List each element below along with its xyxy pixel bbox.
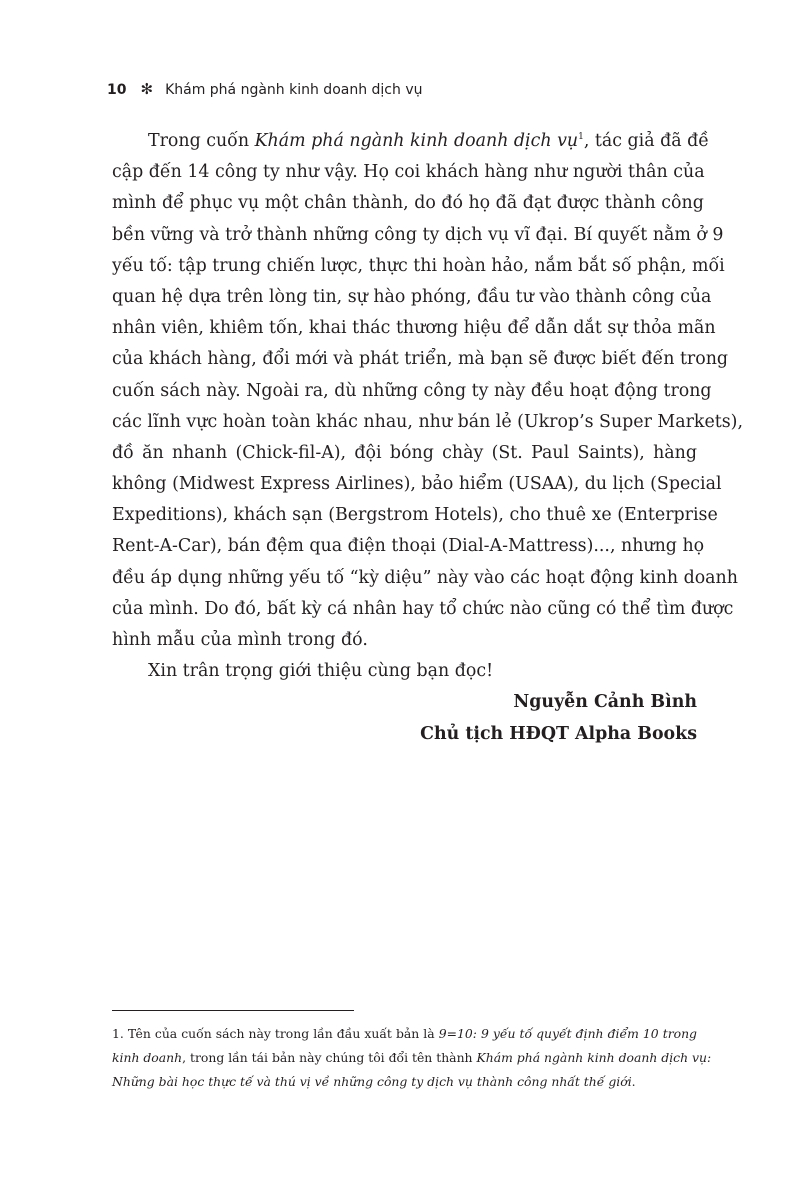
- text-run: , trong lần tái bản này chúng tôi đổi tên thành: [182, 1050, 477, 1066]
- text-run: 1. Tên của cuốn sách này trong lần đầu xuất bản là: [112, 1026, 439, 1041]
- paragraph-line: các lĩnh vực hoàn toàn khác nhau, như bán lẻ (Ukrop’s Super Markets),: [112, 411, 743, 432]
- paragraph-line: đồ ăn nhanh (Chick-fil-A), đội bóng chày (St. Paul Saints), hàng: [112, 442, 697, 463]
- paragraph-line: mình để phục vụ một chân thành, do đó họ đã đạt được thành công: [112, 193, 704, 214]
- book-title-italic: Khám phá ngành kinh doanh dịch vụ: [254, 131, 579, 151]
- paragraph-line: của mình. Do đó, bất kỳ cá nhân hay tổ chức nào cũng có thể tìm được: [112, 598, 734, 619]
- footnote: [112, 1022, 712, 1095]
- text-run: , tác giả đã đề: [583, 131, 709, 151]
- paragraph-line: không (Midwest Express Airlines), bảo hiểm (USAA), du lịch (Special: [112, 474, 722, 495]
- text-run: .: [631, 1074, 636, 1090]
- text-run-italic: 9=10: 9 yếu tố quyết định điểm 10 trong: [438, 1026, 697, 1041]
- footnote-line: [112, 1046, 712, 1070]
- asterisk-ornament-icon: ✻: [140, 80, 154, 98]
- signature-name: Nguyễn Cảnh Bình: [513, 692, 697, 713]
- paragraph-line: cập đến 14 công ty như vậy. Họ coi khách hàng như người thân của: [112, 162, 705, 183]
- paragraph-line: [112, 126, 709, 157]
- footnote-divider: [112, 1010, 354, 1011]
- signature-title: Chủ tịch HĐQT Alpha Books: [420, 723, 697, 744]
- paragraph-line: bền vững và trở thành những công ty dịch vụ vĩ đại. Bí quyết nằm ở 9: [112, 224, 724, 245]
- paragraph-line: Rent-A-Car), bán đệm qua điện thoại (Dial-A-Mattress)..., nhưng họ: [112, 536, 705, 557]
- text-run-italic: kinh doanh: [112, 1050, 183, 1066]
- paragraph-line: nhân viên, khiêm tốn, khai thác thương hiệu để dẫn dắt sự thỏa mãn: [112, 318, 716, 339]
- paragraph-line: hình mẫu của mình trong đó.: [112, 630, 368, 650]
- text-run-italic: Khám phá ngành kinh doanh dịch vụ:: [476, 1050, 712, 1066]
- paragraph-line: quan hệ dựa trên lòng tin, sự hào phóng, đầu tư vào thành công của: [112, 286, 712, 307]
- footnote-line: [112, 1070, 697, 1094]
- text-run: Trong cuốn: [148, 131, 255, 151]
- paragraph-line: Expeditions), khách sạn (Bergstrom Hotels), cho thuê xe (Enterprise: [112, 505, 718, 526]
- body-text: [112, 126, 743, 750]
- paragraph-line: của khách hàng, đổi mới và phát triển, mà bạn sẽ được biết đến trong: [112, 349, 729, 370]
- running-header: [107, 80, 422, 98]
- footnote-marker: 1: [578, 132, 584, 143]
- footnote-line: [112, 1022, 697, 1046]
- closing-line: Xin trân trọng giới thiệu cùng bạn đọc!: [148, 661, 494, 682]
- running-title: Khám phá ngành kinh doanh dịch vụ: [165, 82, 423, 98]
- text-run-italic: Những bài học thực tế và thú vị về những công ty dịch vụ thành công nhất thế giới: [112, 1074, 632, 1090]
- paragraph-line: yếu tố: tập trung chiến lược, thực thi hoàn hảo, nắm bắt số phận, mối: [112, 255, 725, 276]
- paragraph-line: cuốn sách này. Ngoài ra, dù những công ty này đều hoạt động trong: [112, 380, 712, 401]
- page-number: 10: [107, 82, 127, 98]
- paragraph-line: đều áp dụng những yếu tố “kỳ diệu” này vào các hoạt động kinh doanh: [112, 567, 738, 588]
